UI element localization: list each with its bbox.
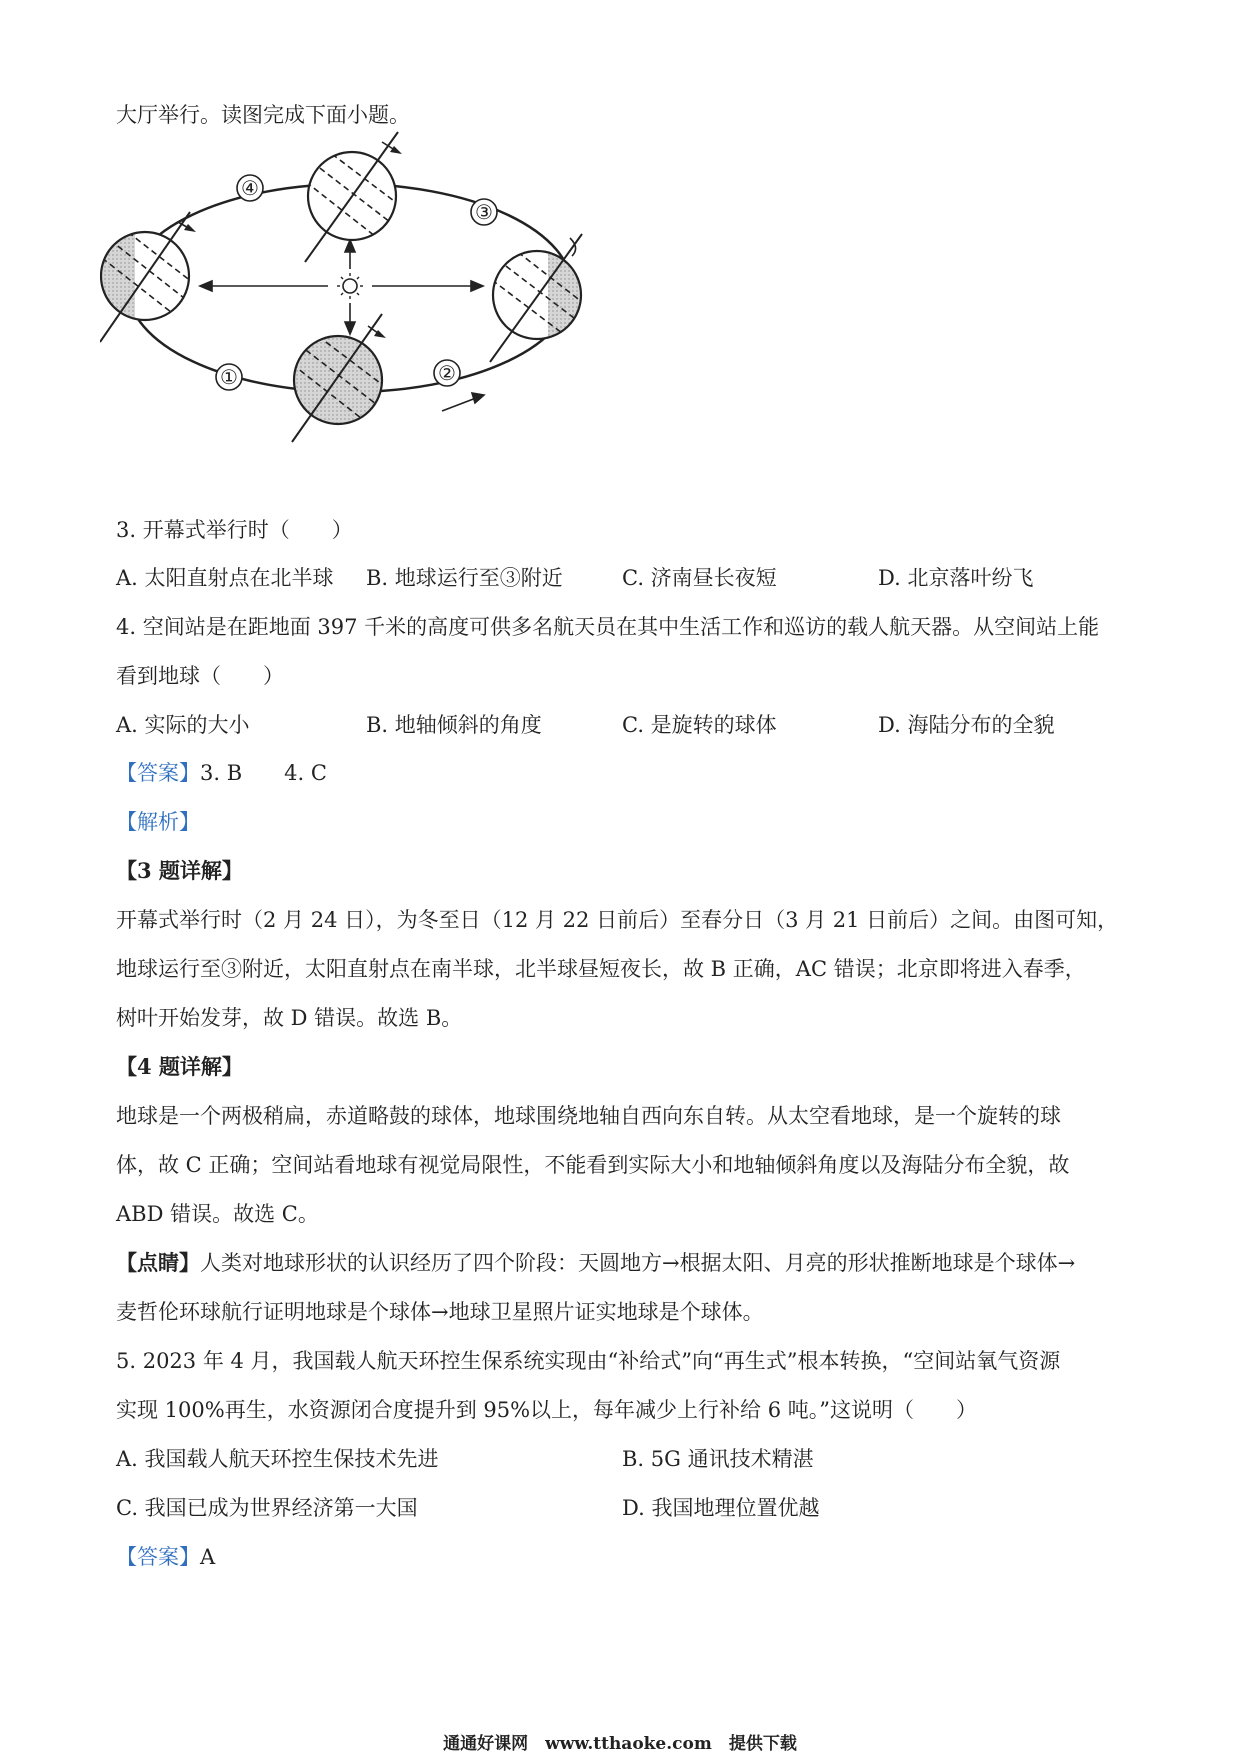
earth-bottom [292, 314, 386, 442]
detail4-line1: 地球是一个两极稍扁，赤道略鼓的球体，地球围绕地轴自西向东自转。从太空看地球，是一个旋转的球 [116, 1104, 1061, 1128]
q3-stem: 3. 开幕式举行时（ ） [116, 518, 353, 542]
q3-option-a: A. 太阳直射点在北半球 [116, 566, 334, 590]
tip-line1 [116, 1248, 1075, 1278]
tip-tag: 【点睛】 [116, 1250, 200, 1275]
q4-option-b: B. 地轴倾斜的角度 [366, 713, 542, 737]
detail4-line2: 体，故 C 正确；空间站看地球有视觉局限性，不能看到实际大小和地轴倾斜角度以及海陆分布全貌，故 [116, 1153, 1070, 1177]
earth-top [305, 132, 402, 262]
tip-text1: 人类对地球形状的认识经历了四个阶段：天圆地方→根据太阳、月亮的形状推断地球是个球体→ [200, 1251, 1076, 1275]
orbit-direction-arrow [442, 393, 484, 411]
q3-option-b: B. 地球运行至③附近 [366, 566, 563, 590]
detail3-line1: 开幕式举行时（2 月 24 日），为冬至日（12 月 22 日前后）至春分日（3 月 21 日前后）之间。由图可知， [116, 908, 1119, 932]
q4-option-a: A. 实际的大小 [116, 713, 250, 737]
q5-option-b: B. 5G 通讯技术精湛 [622, 1447, 814, 1471]
answer-text: 3. B 4. C [200, 761, 327, 785]
earth-left [100, 212, 196, 342]
marker-1: ① [220, 365, 238, 389]
q3-option-d: D. 北京落叶纷飞 [878, 566, 1034, 590]
detail3-tag: 【3 题详解】 [116, 858, 243, 883]
marker-4: ④ [241, 176, 259, 200]
q4-option-c: C. 是旋转的球体 [622, 713, 777, 737]
sun-icon [337, 273, 363, 299]
marker-2: ② [438, 361, 456, 385]
answer-tag: 【答案】 [116, 761, 200, 785]
sunlight-arrows [200, 240, 483, 334]
answer-3-4 [116, 758, 327, 788]
tip-line2: 麦哲伦环球航行证明地球是个球体→地球卫星照片证实地球是个球体。 [116, 1300, 764, 1324]
q5-option-d: D. 我国地理位置优越 [622, 1496, 820, 1520]
q5-stem-line2: 实现 100%再生，水资源闭合度提升到 95%以上，每年减少上行补给 6 吨。”这说明（ ） [116, 1398, 978, 1422]
q4-stem-line1: 4. 空间站是在距地面 397 千米的高度可供多名航天员在其中生活工作和巡访的载人航天器。从空间站上能 [116, 615, 1100, 639]
detail4-tag: 【4 题详解】 [116, 1054, 243, 1079]
q4-stem-line2: 看到地球（ ） [116, 664, 284, 688]
answer-5 [116, 1542, 215, 1572]
q3-option-c: C. 济南昼长夜短 [622, 566, 777, 590]
q4-option-d: D. 海陆分布的全貌 [878, 713, 1055, 737]
q5-option-a: A. 我国载人航天环控生保技术先进 [116, 1447, 439, 1471]
answer5-text: A [200, 1545, 216, 1569]
analysis-tag: 【解析】 [116, 810, 200, 834]
detail3-line3: 树叶开始发芽，故 D 错误。故选 B。 [116, 1006, 463, 1030]
marker-3: ③ [475, 200, 493, 224]
intro-tail: 大厅举行。读图完成下面小题。 [116, 103, 410, 127]
q5-option-c: C. 我国已成为世界经济第一大国 [116, 1496, 418, 1520]
q5-stem-line1: 5. 2023 年 4 月，我国载人航天环控生保系统实现由“补给式”向“再生式”根本转换，“空间站氧气资源 [116, 1349, 1061, 1373]
earth-orbit-diagram [100, 130, 660, 500]
detail3-line2: 地球运行至③附近，太阳直射点在南半球，北半球昼短夜长，故 B 正确，AC 错误；北京即将进入春季， [116, 957, 1086, 981]
footer-download-note: 通通好课网 www.tthaoke.com 提供下载 [443, 1734, 797, 1754]
detail4-line3: ABD 错误。故选 C。 [116, 1202, 319, 1226]
answer5-tag: 【答案】 [116, 1545, 200, 1569]
